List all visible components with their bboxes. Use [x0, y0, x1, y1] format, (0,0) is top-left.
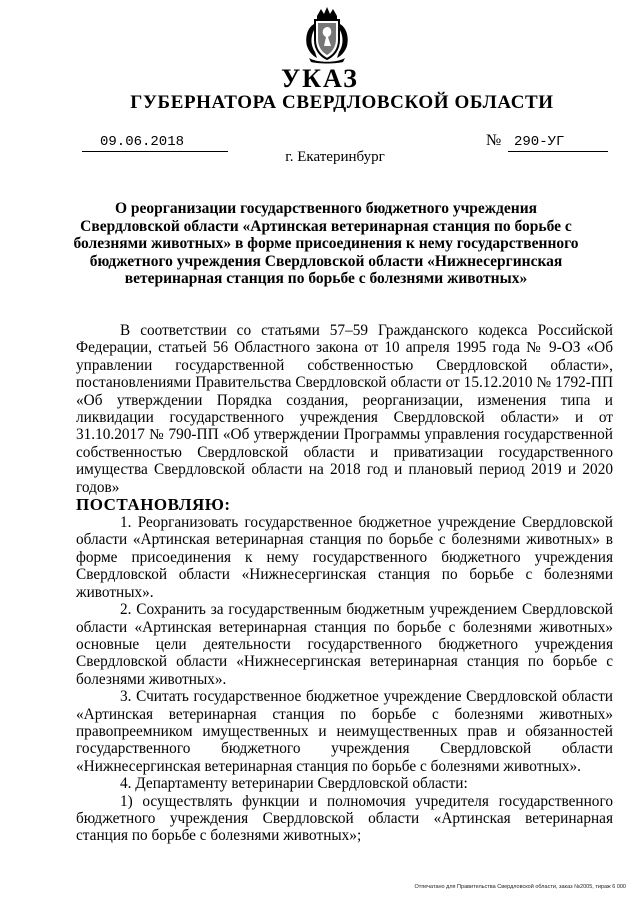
document-subtitle: ГУБЕРНАТОРА СВЕРДЛОВСКОЙ ОБЛАСТИ — [130, 92, 554, 113]
item-paragraph-2: 2. Сохранить за государственным бюджетным учреждением Свердловской области «Артинская ветеринарная станция по борьбе с болезнями животных» основные цели деятельности государственного бюджетного учреждения Свердловской области «Нижнесергинская ветеринарная станция по борьбе с болезнями животных». — [76, 601, 613, 688]
print-footer: Отпечатано для Правительства Свердловской области, заказ №2005, тираж 6 000 — [414, 884, 626, 890]
document-number-label: № — [486, 132, 502, 149]
item-paragraph-4: 4. Департаменту ветеринарии Свердловской области: — [120, 775, 468, 793]
item-paragraph-3: 3. Считать государственное бюджетное учреждение Свердловской области «Артинская ветеринарная станция по борьбе с болезнями животных» правопреемником имущественных и неимущественных прав и обязанностей государственного бюджетного учреждения Свердловской области «Нижнесергинская ветеринарная станция по борьбе с болезнями животных». — [76, 688, 613, 775]
coat-of-arms-emblem — [297, 6, 357, 64]
document-title: УКАЗ — [281, 64, 359, 93]
document-body — [76, 322, 613, 845]
decree-word: ПОСТАНОВЛЯЮ: — [76, 495, 231, 515]
item-subparagraph-1: 1) осуществлять функции и полномочия учредителя государственного бюджетного учреждения Свердловской области «Артинская ветеринарная станция по борьбе с болезнями животных»; — [76, 792, 613, 845]
document-date: 09.06.2018 — [82, 134, 228, 152]
document-city: г. Екатеринбург — [285, 149, 385, 165]
item-paragraph-1: 1. Реорганизовать государственное бюджетное учреждение Свердловской области «Артинская ветеринарная станция по борьбе с болезнями животных» в форме присоединения к нему государственного бюджетного учреждения Свердловской области «Нижнесергинская станция по борьбе с болезнями животных». — [76, 514, 613, 601]
document-number: 290-УГ — [508, 134, 608, 152]
preamble-paragraph: В соответствии со статьями 57–59 Гражданского кодекса Российской Федерации, статьей 56 Областного закона от 10 апреля 1995 года № 9-ОЗ «Об управлении государственной собственностью Свердловской области», постановлениями Правительства Свердловской области от 15.12.2010 № 1792-ПП «Об утверждении Порядка создания, реорганизации, изменения типа и ликвидации государственного учреждения Свердловской области» и от 31.10.2017 № 790-ПП «Об утверждении Программы управления государственной собственностью Свердловской области и приватизации государственного имущества Свердловской области на 2018 год и плановый период 2019 и 2020 годов» — [76, 322, 613, 496]
document-heading: О реорганизации государственного бюджетного учреждения Свердловской области «Артинская ветеринарная станция по борьбе с болезнями животных» в форме присоединения к нему государственного бюджетного учреждения Свердловской области «Нижнесергинская ветеринарная станция по борьбе с болезнями животных» — [73, 200, 579, 288]
